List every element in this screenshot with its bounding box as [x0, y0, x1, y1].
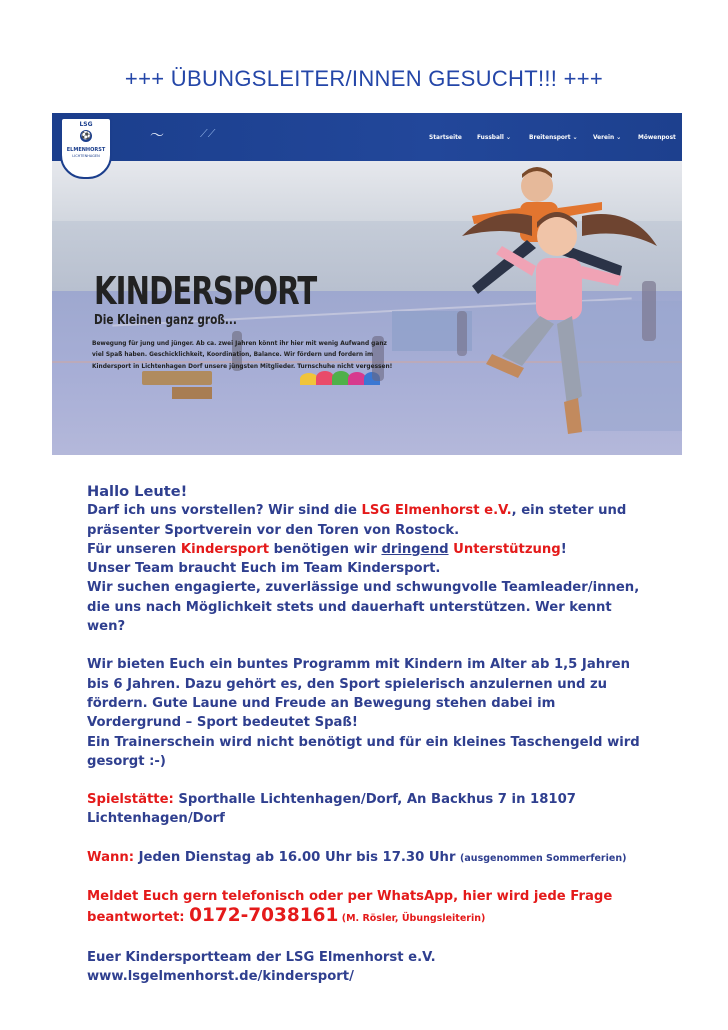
club-logo[interactable] [60, 117, 112, 179]
hero-line: Bewegung für jung und jünger. Ab ca. zwei Jahren könnt ihr hier mit wenig Aufwand ganz [92, 339, 387, 347]
urgent-highlight: dringend [381, 541, 449, 557]
jumping-kids-image [432, 166, 672, 455]
club-name: LSG Elmenhorst e.V. [361, 503, 512, 519]
need-text: Für unseren [87, 541, 181, 557]
spacer [87, 636, 647, 655]
offer-paragraph: Wir bieten Euch ein buntes Programm mit Kindern im Alter ab 1,5 Jahren bis 6 Jahren. Dazu gehört es, den Sport spielerisch anzulernen und zu fördern. Gute Laune und Freude an Bewegung stehen dabei im Vordergrund – Sport bedeutet Spaß! [87, 657, 630, 731]
website-screenshot [52, 113, 682, 455]
when-label: Wann: [87, 849, 135, 865]
hero-title: KINDERSPORT [94, 269, 317, 313]
flyer-body [87, 482, 647, 986]
contact-paragraph [87, 887, 647, 929]
intro-text: Darf ich uns vorstellen? Wir sind die [87, 503, 362, 519]
nav-moewenpost[interactable]: Möwenpost [638, 133, 676, 141]
when-paragraph [87, 848, 647, 868]
certificate-paragraph: Ein Trainerschein wird nicht benötigt und für ein kleines Taschengeld wird gesorgt :-) [87, 734, 640, 769]
search-paragraph: Wir suchen engagierte, zuverlässige und schwungvolle Teamleader/innen, die uns nach Möglichkeit stets und dauerhaft unterstützen. Wer kennt wen? [87, 580, 640, 635]
page-headline: +++ ÜBUNGSLEITER/INNEN GESUCHT!!! +++ [124, 66, 604, 91]
nav-fussball[interactable]: Fussball ⌄ [477, 133, 511, 141]
hero-description [92, 338, 412, 372]
venue-label: Spielstätte: [87, 792, 174, 808]
spacer [87, 929, 647, 948]
site-navbar [52, 113, 682, 161]
nav-startseite[interactable]: Startseite [429, 133, 462, 141]
spacer [87, 829, 647, 848]
team-line: Unser Team braucht Euch im Team Kindersport. [87, 561, 441, 577]
nav-verein[interactable]: Verein ⌄ [593, 133, 622, 141]
kindersport-highlight: Kindersport [180, 541, 270, 557]
hero-line: Kindersport in Lichtenhagen Dorf unsere jüngsten Mitglieder. Turnschuhe nicht vergessen! [92, 361, 393, 370]
contact-text: Meldet Euch gern telefonisch oder per WhatsApp, hier wird jede Frage beantwortet: [87, 889, 613, 926]
logo-lsg: LSG [79, 121, 93, 128]
hero-banner [52, 161, 682, 455]
intro-text-end: , ein steter und präsenter Sportverein vor den Toren von Rostock. [87, 503, 627, 538]
seagull-icon: ⟋⟋ [200, 127, 216, 140]
football-icon: ⚽ [81, 131, 91, 140]
hero-subtitle: Die Kleinen ganz groß... [94, 313, 237, 328]
venue-paragraph [87, 790, 647, 829]
gym-box [172, 387, 212, 399]
need-text: ! [560, 541, 567, 557]
logo-name: ELMENHORST [66, 147, 106, 153]
spacer [87, 868, 647, 887]
logo-sub: LICHTENHAGEN [72, 154, 100, 158]
hero-line: viel Spaß haben. Geschicklichkeit, Koordination, Balance. Wir fördern und fordern im [92, 350, 374, 359]
when-text: Jeden Dienstag ab 16.00 Uhr bis 17.30 Uhr [134, 849, 461, 865]
support-highlight: Unterstützung [453, 541, 561, 557]
when-note: (ausgenommen Sommerferien) [460, 852, 627, 864]
nav-breitensport[interactable]: Breitensport ⌄ [529, 133, 578, 141]
seagull-icon: 〜 [150, 128, 164, 144]
spacer [87, 771, 647, 790]
venue-text: Sporthalle Lichtenhagen/Dorf, An Backhus 7 in 18107 Lichtenhagen/Dorf [87, 792, 576, 827]
need-paragraph [87, 540, 647, 559]
contact-note: (M. Rösler, Übungsleiterin) [338, 913, 486, 925]
phone-number[interactable]: 0172-7038161 [189, 905, 339, 927]
greeting: Hallo Leute! [87, 483, 188, 500]
website-link[interactable]: www.lsgelmenhorst.de/kindersport/ [87, 968, 354, 984]
gym-bench [142, 371, 212, 385]
intro-paragraph [87, 501, 647, 540]
need-text: benötigen wir [269, 541, 382, 557]
signature-line: Euer Kindersportteam der LSG Elmenhorst e.V. [87, 949, 436, 965]
